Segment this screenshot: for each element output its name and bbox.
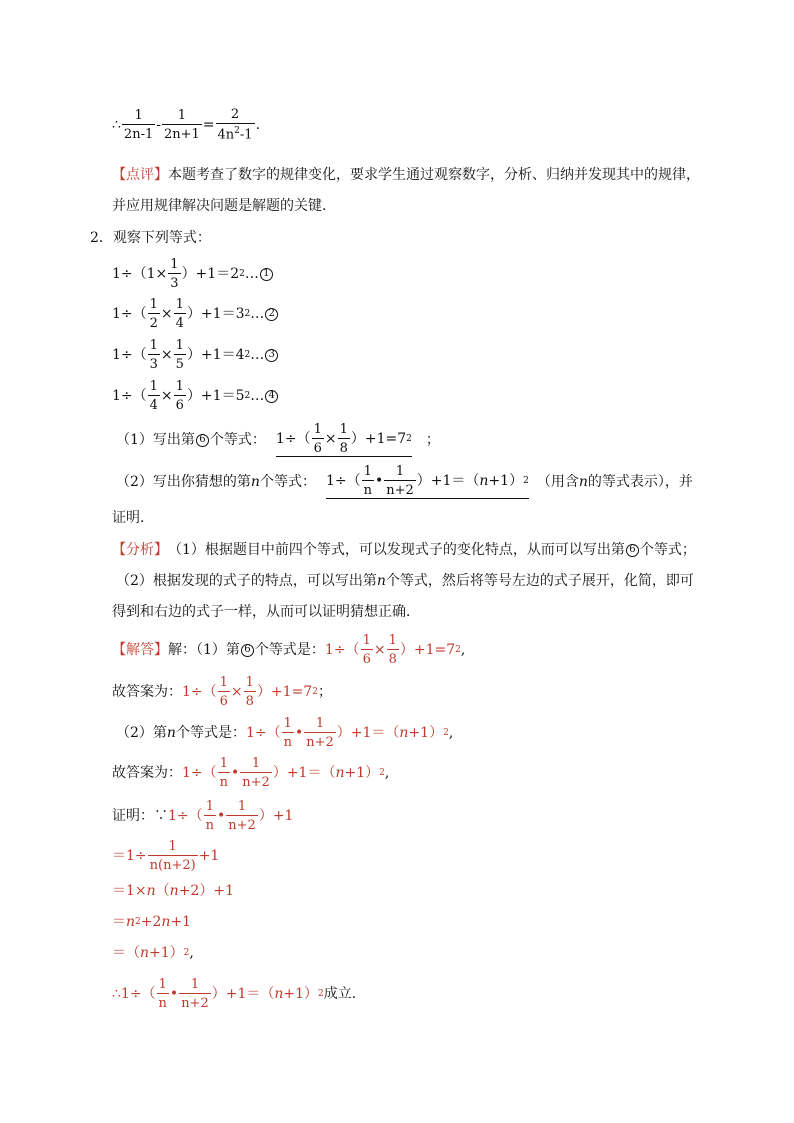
fraction: $\frac{2}{4n^2-1}$	[217, 107, 253, 143]
proof-conclusion: ∴1÷（ $\frac{1}{n}$ • $\frac{1}{n+2}$ ）+1＝（ n +1） 2 成立．	[112, 977, 366, 1011]
therefore-symbol: ∴	[112, 116, 121, 133]
question-1: （1）写出第 6 个等式： 1÷（ $\frac{1}{6}$ × $\frac{1}{8}$ ）+1=7 2 ；	[116, 422, 440, 456]
fraction: $\frac{1}{n+2}$	[181, 977, 209, 1011]
analysis-line-2: （2）根据发现的式子的特点，可以写出第 n 个等式，然后将等号左边的式子展开，化简，即可	[116, 573, 694, 589]
fraction: $\frac{1}{2n+1}$	[163, 107, 200, 142]
fraction: $\frac{1}{n}$	[363, 464, 372, 498]
top-result-line: ∴ $\frac{1}{2n-1}$ - $\frac{1}{2n+1}$ = $\frac{2}{4n^2-1}$ .	[112, 107, 261, 143]
fraction: $\frac{1}{n}$	[158, 977, 167, 1011]
fraction: $\frac{1}{n+2}$	[306, 716, 334, 750]
fraction: $\frac{1}{8}$	[388, 633, 397, 667]
problem-number: 2．	[90, 230, 113, 246]
question-2-tail: 证明．	[112, 510, 154, 526]
proof-line-4: ＝ n 2 +2 n +1	[112, 914, 192, 930]
fraction: $\frac{1}{n+2}$	[242, 756, 270, 790]
answer-line-1: 【解答】 解：（1）第 6 个等式是： 1÷（ $\frac{1}{6}$ × $\frac{1}{8}$ ）+1=7 2 ,	[112, 633, 466, 667]
circled-number: 6	[196, 434, 209, 447]
fraction: $\frac{1}{6}$	[175, 379, 184, 413]
analysis-line-3: 得到和右边的式子一样，从而可以证明猜想正确．	[112, 604, 420, 620]
fraction: $\frac{1}{8}$	[339, 422, 348, 456]
circled-number: 1	[260, 268, 273, 281]
circled-number: 6	[626, 544, 639, 557]
equation-1: 1÷（1× $\frac{1}{3}$ ）+1＝2 2 … 1	[112, 258, 274, 290]
fraction: $\frac{1}{6}$	[313, 422, 322, 456]
fraction: $\frac{1}{6}$	[362, 633, 371, 667]
fraction: $\frac{1}{n+2}$	[228, 799, 256, 833]
fraction: $\frac{1}{2}$	[149, 297, 158, 331]
answer-blank: 1÷（ $\frac{1}{6}$ × $\frac{1}{8}$ ）+1=7 2	[275, 422, 412, 456]
comment-line-2: 并应用规律解决问题是解题的关键．	[112, 198, 336, 214]
fraction: $\frac{1}{4}$	[149, 379, 158, 413]
fraction: $\frac{1}{n(n+2)}$	[149, 839, 196, 873]
answer-line-2: 故答案为： 1÷（ $\frac{1}{6}$ × $\frac{1}{8}$ ）+1=7 2 ；	[112, 675, 332, 709]
problem-stem: 2． 观察下列等式：	[90, 230, 211, 246]
equation-2: 1÷（ $\frac{1}{2}$ × $\frac{1}{4}$ ）+1＝3 2 … 2	[112, 298, 279, 330]
circled-number: 2	[265, 308, 278, 321]
equation-3: 1÷（ $\frac{1}{3}$ × $\frac{1}{5}$ ）+1＝4 2 … 3	[112, 339, 279, 371]
proof-line-2: ＝1÷ $\frac{1}{n(n+2)}$ +1	[112, 839, 220, 873]
answer-line-4: 故答案为： 1÷（ $\frac{1}{n}$ • $\frac{1}{n+2}$ ）+1＝（ n +1） 2 ,	[112, 756, 390, 790]
fraction: $\frac{1}{8}$	[245, 675, 254, 709]
circled-number: 3	[265, 349, 278, 362]
fraction: $\frac{1}{4}$	[175, 297, 184, 331]
answer-label: 【解答】	[112, 642, 168, 658]
circled-number: 4	[265, 390, 278, 403]
fraction: $\frac{1}{3}$	[149, 338, 158, 372]
fraction: $\frac{1}{6}$	[219, 675, 228, 709]
comment-line-1: 【点评】 本题考查了数字的规律变化，要求学生通过观察数字，分析、归纳并发现其中的规律，	[112, 167, 700, 183]
analysis-line-1: 【分析】 （1）根据题目中前四个等式，可以发现式子的变化特点，从而可以写出第 6 个等式；	[112, 542, 696, 558]
answer-blank: 1÷（ $\frac{1}{n}$ • $\frac{1}{n+2}$ ）+1＝（ n +1） 2	[325, 464, 529, 498]
circled-number: 6	[241, 644, 254, 657]
analysis-label: 【分析】	[112, 542, 168, 558]
fraction: $\frac{1}{n}$	[205, 799, 215, 833]
proof-line-5: ＝（ n +1） 2 ,	[112, 945, 194, 961]
fraction: $\frac{1}{5}$	[175, 338, 184, 372]
proof-line-3: ＝1× n （ n +2）+1	[112, 883, 234, 899]
fraction: $\frac{1}{3}$	[170, 257, 179, 291]
equation-4: 1÷（ $\frac{1}{4}$ × $\frac{1}{6}$ ）+1＝5 2 … 4	[112, 380, 279, 412]
answer-line-3: （2）第 n 个等式是： 1÷（ $\frac{1}{n}$ • $\frac{1}{n+2}$ ）+1＝（ n +1） 2 ,	[116, 716, 454, 750]
fraction: $\frac{1}{n}$	[283, 716, 292, 750]
fraction: $\frac{1}{2n-1}$	[123, 107, 154, 142]
question-2: （2）写出你猜想的第 n 个等式： 1÷（ $\frac{1}{n}$ • $\frac{1}{n+2}$ ）+1＝（ n +1） 2 （用含 n 的等式表示），并	[116, 464, 693, 498]
fraction: $\frac{1}{n}$	[219, 756, 229, 790]
proof-line-1: 证明：∵ 1÷（ $\frac{1}{n}$ • $\frac{1}{n+2}$ ）+1	[112, 799, 294, 833]
comment-label: 【点评】	[112, 167, 168, 183]
fraction: $\frac{1}{n+2}$	[386, 464, 414, 498]
